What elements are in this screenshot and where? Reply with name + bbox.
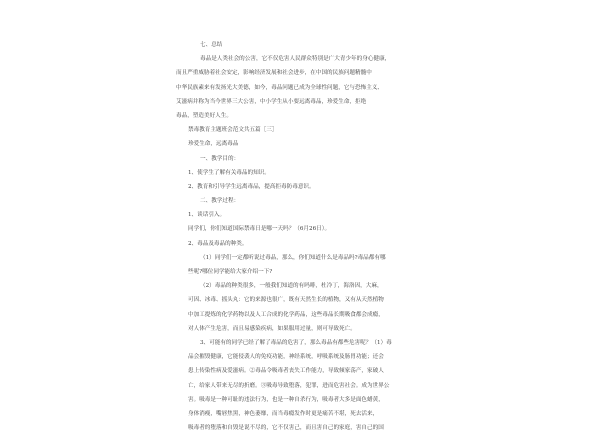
text-line: 可因、冰毒、摇头丸：它的来源也很广，既有天然生长的植物，又有从天然植物 bbox=[188, 297, 384, 304]
text-line: 2、毒品及毒品的种类。 bbox=[188, 240, 248, 247]
text-line: 2、教育和引导学生远离毒品，提高拒毒防毒意识。 bbox=[188, 183, 315, 190]
document-body bbox=[176, 38, 416, 435]
text-line: 艾滋病并称为当今世界三大公害，中小学生从小要远离毒品，珍爱生命，拒绝 bbox=[176, 98, 367, 105]
text-line: 害。吸毒是一种可耻的违法行为，也是一种自杀行为，吸毒者大多是面色蜡黄， bbox=[188, 396, 384, 403]
text-line: 一、教学目的： bbox=[200, 155, 240, 162]
text-line: 毒品是人类社会的公害，它不仅危害人民群众特别是广大青少年的身心健康， bbox=[200, 56, 391, 63]
text-line: 而且严重威胁着社会安定，影响经济发展和社会进步，在中国的民族问题精髓中 bbox=[176, 70, 372, 77]
text-line: 禁毒教育主题班会范文共五篇［三］ bbox=[188, 127, 278, 134]
text-line: 对人体产生危害，而且易感染疾病，如果服用过量，则可导致死亡。 bbox=[188, 325, 356, 332]
text-line: 亡，给家人带来无尽的折磨。③吸毒导致堕落，犯罪，进而危害社会。成为世界公 bbox=[188, 382, 390, 389]
text-line: 3、可能有的同学已经了解了毒品的危害了，那么毒品有都些危害呢？（1）毒 bbox=[200, 339, 392, 346]
text-line: 中华民族素来有发扬光大美德，如今，毒品问题已成为全球性问题，它与恐怖主义、 bbox=[176, 84, 383, 91]
text-line: 身体消瘦，嘴唇焦黑，神色萎靡，而当毒瘾发作时更是痛苦不堪，死去活来， bbox=[188, 410, 379, 417]
text-line: 二、教学过程： bbox=[200, 198, 240, 205]
text-line: 1、谈话引入。 bbox=[188, 212, 226, 219]
text-line: 中加工提炼的化学药物以及人工合成的化学药品，这些毒品长期吸食都会成瘾， bbox=[188, 311, 384, 318]
text-line: 1、使学生了解有关毒品的知识。 bbox=[188, 169, 270, 176]
text-line: 毒品，塑造美好人生。 bbox=[176, 112, 232, 119]
text-line: 品会摧毁健康，它能侵袭人的免疫功能，神经系统，呼吸系统及肠胃功能；还会 bbox=[188, 354, 384, 361]
text-line: 珍爱生命，远离毒品 bbox=[188, 141, 239, 148]
text-line: （2）毒品的种类很多，一般我们知道的有吗啡，杜冷丁，海洛因，大麻， bbox=[200, 283, 383, 290]
text-line: 患上传染性病及爱滋病。②毒品令吸毒者丧失工作能力，导致倾家荡产，家破人 bbox=[188, 368, 384, 375]
text-line: 同学们，你们知道国际禁毒日是哪一天吗？（6月26日）。 bbox=[188, 226, 331, 233]
text-line: （1）同学们一定都听说过毒品，那么，你们知道什么是毒品吗?毒品都有哪 bbox=[200, 254, 386, 261]
text-line: 七、总结 bbox=[200, 42, 223, 48]
text-line: 些呢?哪位同学能给大家介绍一下? bbox=[188, 269, 273, 275]
text-line: 吸毒者的堕落和自毁是说不尽的，它不仅害己，而且害自己的家庭，害自己的国 bbox=[188, 425, 384, 432]
